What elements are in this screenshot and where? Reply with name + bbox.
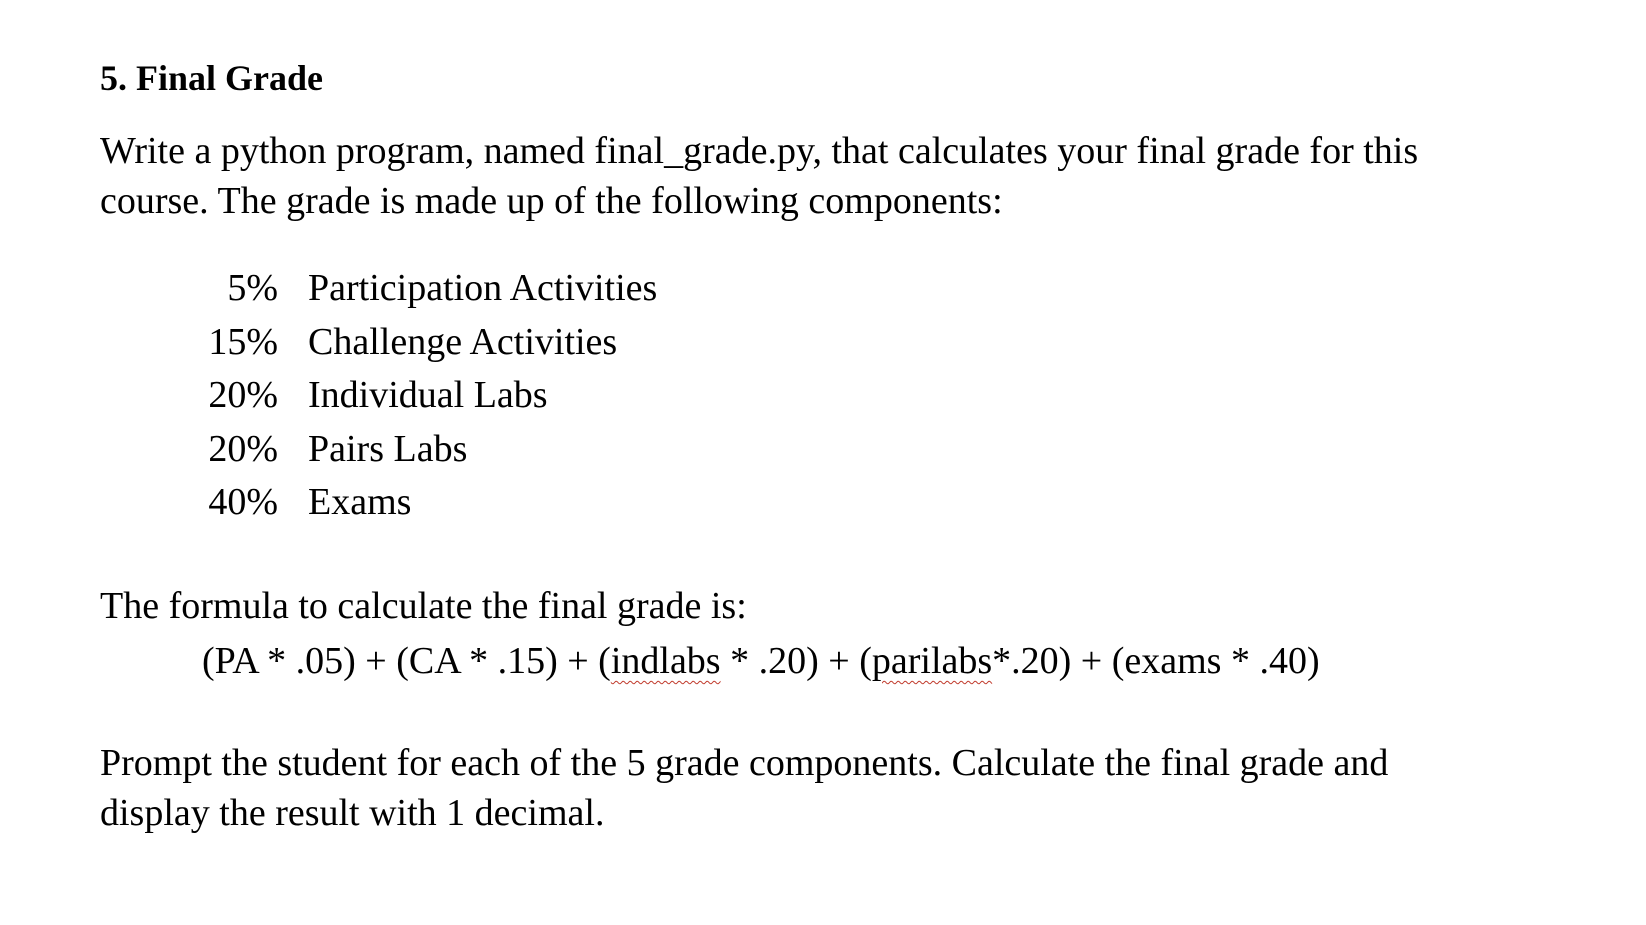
formula-part-2: * .20) + (	[720, 640, 872, 682]
component-percent: 20%	[208, 427, 278, 470]
formula-term-indlabs: indlabs	[610, 640, 721, 682]
component-label: Challenge Activities	[308, 320, 618, 363]
formula	[202, 636, 1320, 686]
prompt-line-2: display the result with 1 decimal.	[100, 792, 605, 834]
formula-part-1: (PA * .05) + (CA * .15) + (	[202, 640, 611, 682]
intro-line-1: Write a python program, named final_grade.py, that calculates your final grade for this	[100, 130, 1419, 172]
component-label: Individual Labs	[308, 374, 548, 416]
intro-paragraph	[100, 126, 1418, 226]
component-label: Exams	[308, 481, 412, 523]
prompt-line-1: Prompt the student for each of the 5 grade components. Calculate the final grade and	[100, 742, 1389, 784]
component-percent: 5%	[227, 267, 278, 309]
component-percent: 40%	[208, 481, 278, 523]
formula-label: The formula to calculate the final grade is:	[100, 585, 747, 627]
section-heading: 5. Final Grade	[100, 58, 323, 98]
prompt-paragraph	[100, 738, 1388, 838]
component-row	[190, 369, 657, 423]
component-row	[190, 423, 657, 477]
component-percent: 20%	[208, 374, 278, 416]
component-row	[190, 262, 657, 316]
grade-components-list	[190, 262, 657, 530]
formula-part-3: *.20) + (exams * .40)	[992, 640, 1320, 682]
formula-term-parilabs: parilabs	[871, 640, 993, 682]
component-row	[190, 476, 657, 530]
intro-line-2: course. The grade is made up of the following components:	[100, 180, 1003, 222]
component-percent: 15%	[208, 320, 278, 363]
component-label: Pairs Labs	[308, 427, 468, 470]
component-row	[190, 316, 657, 370]
component-label: Participation Activities	[308, 267, 658, 309]
